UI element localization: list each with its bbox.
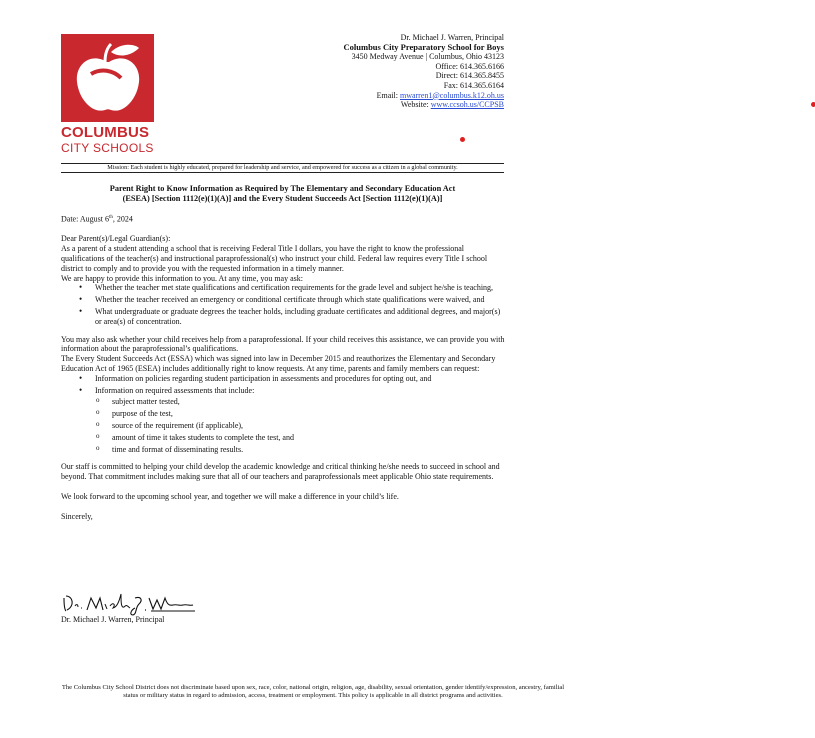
email-link[interactable]: mwarren1@columbus.k12.oh.us (399, 90, 504, 100)
signatory-name: Dr. Michael J. Warren, Principal (61, 615, 165, 624)
fax-number: Fax: 614.365.6164 (443, 80, 504, 90)
website-link[interactable]: www.ccsoh.us/CCPSB (430, 100, 504, 110)
list-item: o subject matter tested, (61, 397, 505, 407)
paragraph-paraprofessional: You may also ask whether your child receives help from a paraprofessional. If your child receives this assistance, we can provide you with information about the paraprofessional’s qualifications. (61, 334, 505, 354)
teacher-qualification-list (61, 283, 505, 326)
logo-line1: COLUMBUS (61, 124, 150, 141)
list-item: • Whether the teacher received an emergency or conditional certificate through which state qualifications were waived, and (61, 295, 505, 305)
paragraph-closing-remark: We look forward to the upcoming school year, and together we will make a difference in your child’s life. (61, 491, 399, 501)
assessment-sub-list (61, 397, 505, 454)
website-row (344, 100, 504, 110)
mission-statement: Mission: Each student is highly educated, prepared for leadership and service, and empowered for success as a citizen in a global community. (107, 164, 458, 171)
list-item: • Whether the teacher met state qualifications and certification requirements for the grade level and subject he/she is teaching, (61, 283, 505, 293)
district-logo (61, 34, 154, 122)
list-item: o source of the requirement (if applicable), (61, 421, 505, 431)
paragraph-staff-commitment: Our staff is committed to helping your child develop the academic knowledge and critical thinking he/she needs to succeed in school and beyond. That commitment includes making sure that all of our teachers and paraprofessionals meet applicable Ohio state requirements. (61, 462, 500, 482)
title-line1: Parent Right to Know Information as Required by The Elementary and Secondary Education Act (109, 184, 456, 193)
non-discrimination-footer: The Columbus City School District does not discriminate based upon sex, race, color, national origin, religion, age, disability, sexual orientation, gender identify/expression, ancestry, familial status or military status in regard to admission, access, treatment or employment. This policy is applicable in all district programs and activities. (61, 684, 565, 700)
request-list (61, 374, 505, 396)
title-line2: (ESEA) [Section 1112(e)(1)(A)] and the Every Student Succeeds Act [Section 1112(e)(1)(A)] (122, 194, 443, 203)
list-item: • Information on required assessments that include: (61, 386, 505, 396)
paragraph-title-one: As a parent of a student attending a school that is receiving Federal Title I dollars, you have the right to know the professional qualifications of the teacher(s) and instructional paraprofessional(s) who instruct your child. Federal law requires every Title I school district to comply and to provide you with the requested information in a timely manner. (61, 244, 488, 273)
blank-side-pane (571, 0, 815, 738)
school-name: Columbus City Preparatory School for Boys (343, 41, 504, 52)
principal-name: Dr. Michael J. Warren, Principal (400, 33, 504, 42)
district-logo-text (61, 125, 154, 155)
email-row (344, 91, 504, 101)
document-title (61, 184, 504, 204)
list-item: o time and format of disseminating results. (61, 445, 505, 455)
email-label: Email: (376, 90, 398, 100)
letter-body (61, 213, 505, 522)
letter-date: Date: August 6th, 2024 (61, 214, 133, 224)
paragraph-essa: The Every Student Succeeds Act (ESSA) which was signed into law in December 2015 and reauthorizes the Elementary and Secondary Education Act of 1965 (ESEA) includes additionally right to know requests. At any time, parents and family members can request: (61, 354, 496, 374)
list-item: • Information on policies regarding student participation in assessments and procedures for opting out, and (61, 374, 505, 384)
list-item: • What undergraduate or graduate degrees the teacher holds, including graduate certificates and additional degrees, and major(s) or area(s) of concentration. (61, 307, 505, 327)
list-item: o amount of time it takes students to complete the test, and (61, 433, 505, 443)
website-label: Website: (400, 100, 429, 110)
red-marker-dot (460, 137, 465, 142)
handwritten-signature (61, 590, 196, 616)
letterhead-contact (344, 33, 504, 110)
mission-divider-bottom (61, 172, 504, 173)
school-address: 3450 Medway Avenue | Columbus, Ohio 43123 (351, 52, 504, 62)
office-phone: Office: 614.365.6166 (435, 61, 504, 71)
list-item: o purpose of the test, (61, 409, 505, 419)
closing: Sincerely, (61, 511, 93, 521)
logo-line2: CITY SCHOOLS (61, 141, 154, 155)
paragraph-ask-intro: We are happy to provide this information to you. At any time, you may ask: (61, 273, 303, 283)
red-marker-dot (811, 102, 815, 107)
direct-phone: Direct: 614.365.8455 (435, 71, 504, 81)
salutation: Dear Parent(s)/Legal Guardian(s): (61, 234, 171, 244)
apple-icon (61, 34, 154, 122)
